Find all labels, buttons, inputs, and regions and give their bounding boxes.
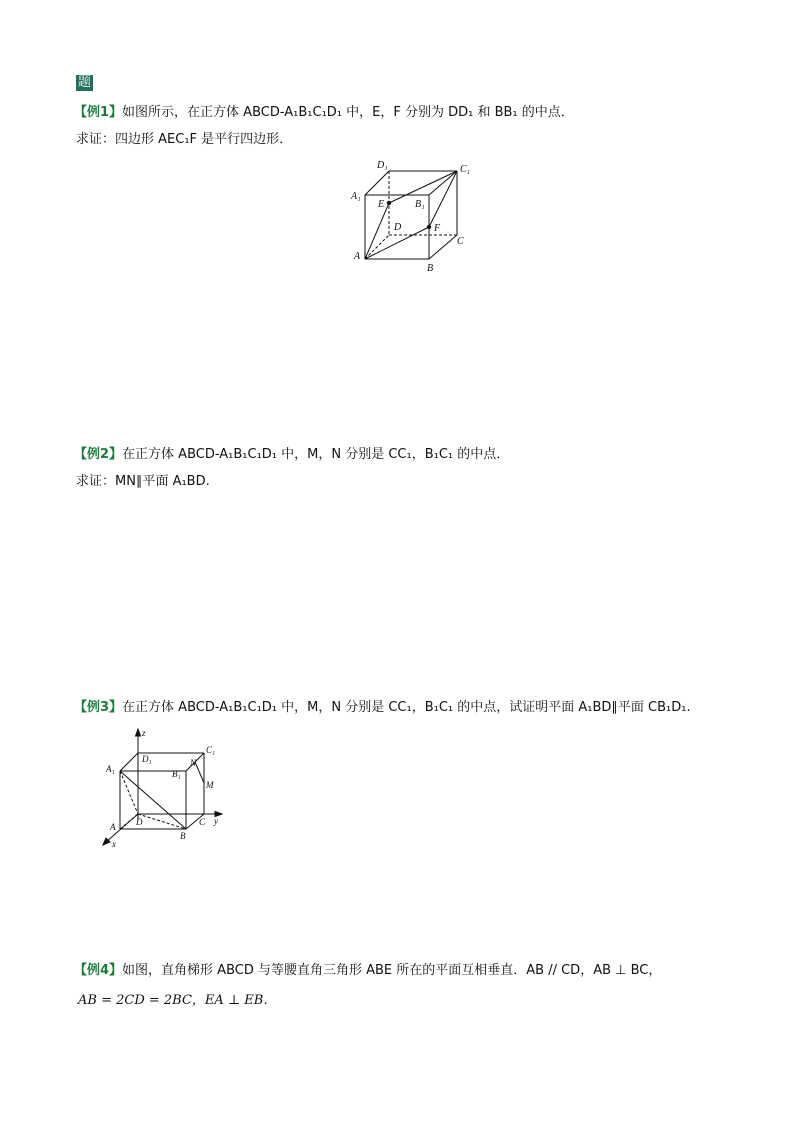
label-z: z xyxy=(142,728,146,738)
label-m: M xyxy=(206,780,214,790)
label-y: y xyxy=(214,816,218,826)
label-x: x xyxy=(112,839,116,849)
section-heading: 题 xyxy=(78,75,92,90)
label-b: B xyxy=(180,831,186,841)
example-3-line1 xyxy=(74,699,691,717)
example-4-line1 xyxy=(74,962,661,980)
example-1-tag: 【例1】 xyxy=(74,105,123,120)
point-f xyxy=(427,225,431,229)
label-a1: A₁ xyxy=(106,764,115,774)
label-a: A xyxy=(354,251,361,262)
label-c1: C₁ xyxy=(460,164,471,175)
example-4-tag: 【例4】 xyxy=(74,963,123,978)
example-2-line1 xyxy=(74,446,509,464)
example-4-text: 如图，直角梯形 ABCD 与等腰直角三角形 ABE 所在的平面互相垂直．AB // CD，AB ⊥ BC， xyxy=(122,963,662,978)
label-d1: D₁ xyxy=(377,160,388,171)
label-c: C xyxy=(199,817,206,827)
label-c1: C₁ xyxy=(206,745,216,755)
label-b1: B₁ xyxy=(172,769,181,779)
label-a: A xyxy=(110,822,116,832)
label-f: F xyxy=(434,223,441,234)
label-a1: A₁ xyxy=(351,191,361,202)
example-2-line2: 求证：MN∥平面 A₁BD. xyxy=(76,474,210,489)
example-3-text: 在正方体 ABCD-A₁B₁C₁D₁ 中，M，N 分别是 CC₁，B₁C₁ 的中点，试证明平面 A₁BD∥平面 CB₁D₁. xyxy=(122,700,691,715)
example-3-tag: 【例3】 xyxy=(74,700,123,715)
label-n: N xyxy=(190,758,197,768)
example-1-line1 xyxy=(74,104,574,122)
point-e xyxy=(387,201,391,205)
example-2-text: 在正方体 ABCD-A₁B₁C₁D₁ 中，M，N 分别是 CC₁，B₁C₁ 的中点． xyxy=(122,447,510,462)
label-e: E xyxy=(378,199,385,210)
label-d1: D₁ xyxy=(142,754,152,764)
label-d: D xyxy=(394,222,402,233)
example-1-text: 如图所示，在正方体 ABCD-A₁B₁C₁D₁ 中，E，F 分别为 DD₁ 和 BB₁ 的中点． xyxy=(122,105,574,120)
label-d: D xyxy=(136,817,143,827)
example-2-tag: 【例2】 xyxy=(74,447,123,462)
label-b1: B₁ xyxy=(415,199,425,210)
example-4-line2: AB = 2CD = 2BC，EA ⊥ EB． xyxy=(78,993,277,1008)
label-b: B xyxy=(427,263,434,274)
figure-3-cube-axes xyxy=(100,726,230,851)
example-1-line2: 求证：四边形 AEC₁F 是平行四边形． xyxy=(76,132,293,147)
figure-1-cube xyxy=(345,155,485,275)
label-c: C xyxy=(457,236,464,247)
